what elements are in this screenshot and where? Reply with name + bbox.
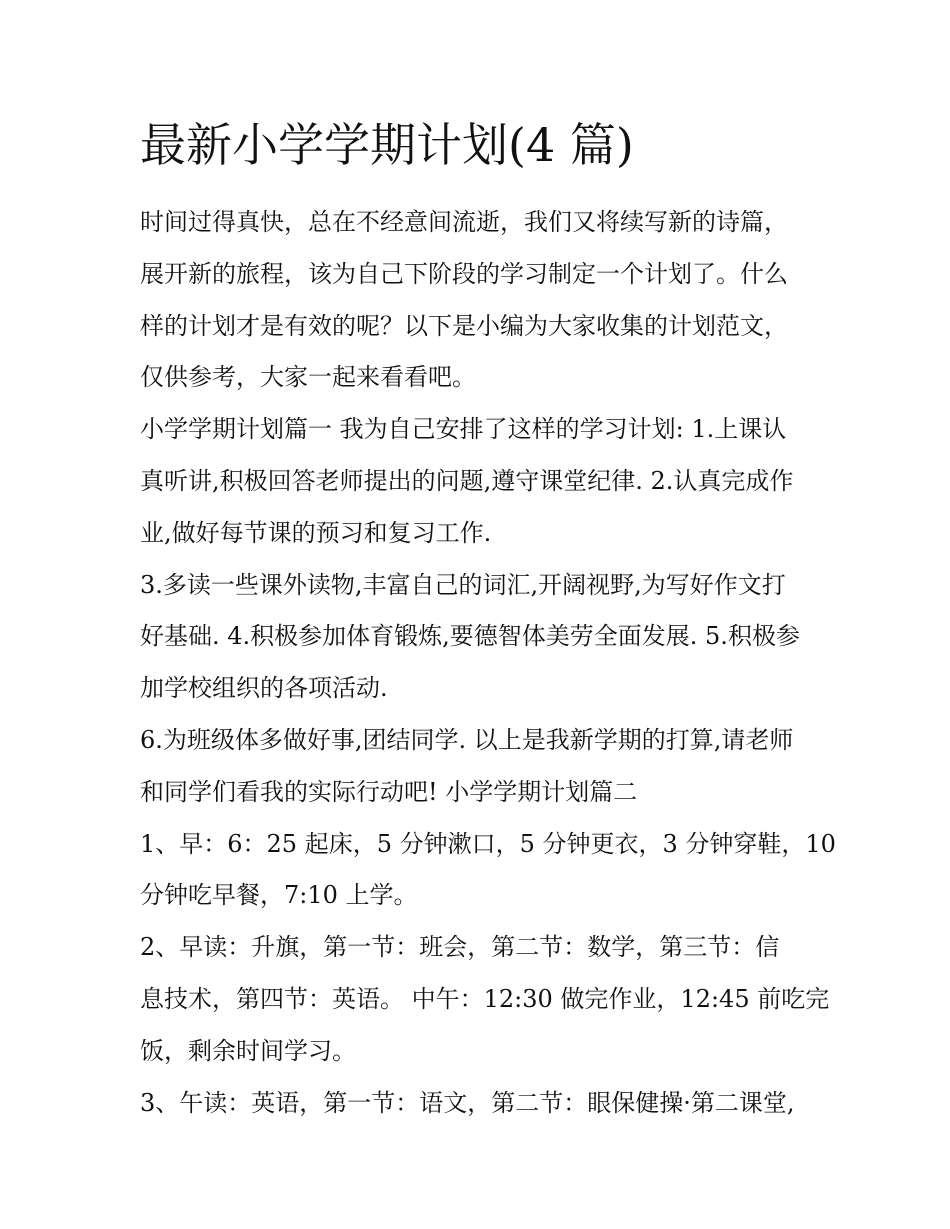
text-line: 3、午读：英语，第一节：语文，第二节：眼保健操·第二课堂, — [140, 1088, 795, 1117]
document-body — [140, 197, 836, 1129]
text-line: 和同学们看我的实际行动吧! 小学学期计划篇二 — [140, 777, 638, 806]
text-line: 2、早读：升旗，第一节：班会，第二节：数学，第三节：信 — [140, 933, 780, 962]
text-line: 展开新的旅程，该为自己下阶段的学习制定一个计划了。什么 — [140, 259, 788, 288]
text-line: 时间过得真快，总在不经意间流逝，我们又将续写新的诗篇， — [140, 208, 788, 236]
text-line: 业,做好每节课的预习和复习工作. — [140, 518, 492, 547]
text-line: 1、早：6：25 起床，5 分钟漱口，5 分钟更衣，3 分钟穿鞋，10 — [140, 829, 836, 858]
text-line: 小学学期计划篇一 我为自己安排了这样的学习计划: 1.上课认 — [140, 415, 787, 444]
text-line: 样的计划才是有效的呢？以下是小编为大家收集的计划范文， — [140, 311, 788, 340]
text-line: 好基础. 4.积极参加体育锻炼,要德智体美劳全面发展. 5.积极参 — [140, 622, 800, 651]
text-line: 分钟吃早餐，7:10 上学。 — [140, 881, 418, 910]
text-line: 6.为班级体多做好事,团结同学. 以上是我新学期的打算,请老师 — [140, 725, 794, 754]
text-line: 真听讲,积极回答老师提出的问题,遵守课堂纪律. 2.认真完成作 — [140, 466, 794, 495]
text-line: 3.多读一些课外读物,丰富自己的词汇,开阔视野,为写好作文打 — [140, 570, 786, 599]
text-line: 饭，剩余时间学习。 — [140, 1036, 356, 1065]
text-line: 仅供参考，大家一起来看看吧。 — [140, 363, 476, 392]
text-line: 息技术，第四节：英语。 中午：12:30 做完作业，12:45 前吃完 — [140, 984, 830, 1013]
text-line: 加学校组织的各项活动. — [140, 674, 388, 703]
page-title: 最新小学学期计划(4 篇) — [140, 118, 634, 172]
